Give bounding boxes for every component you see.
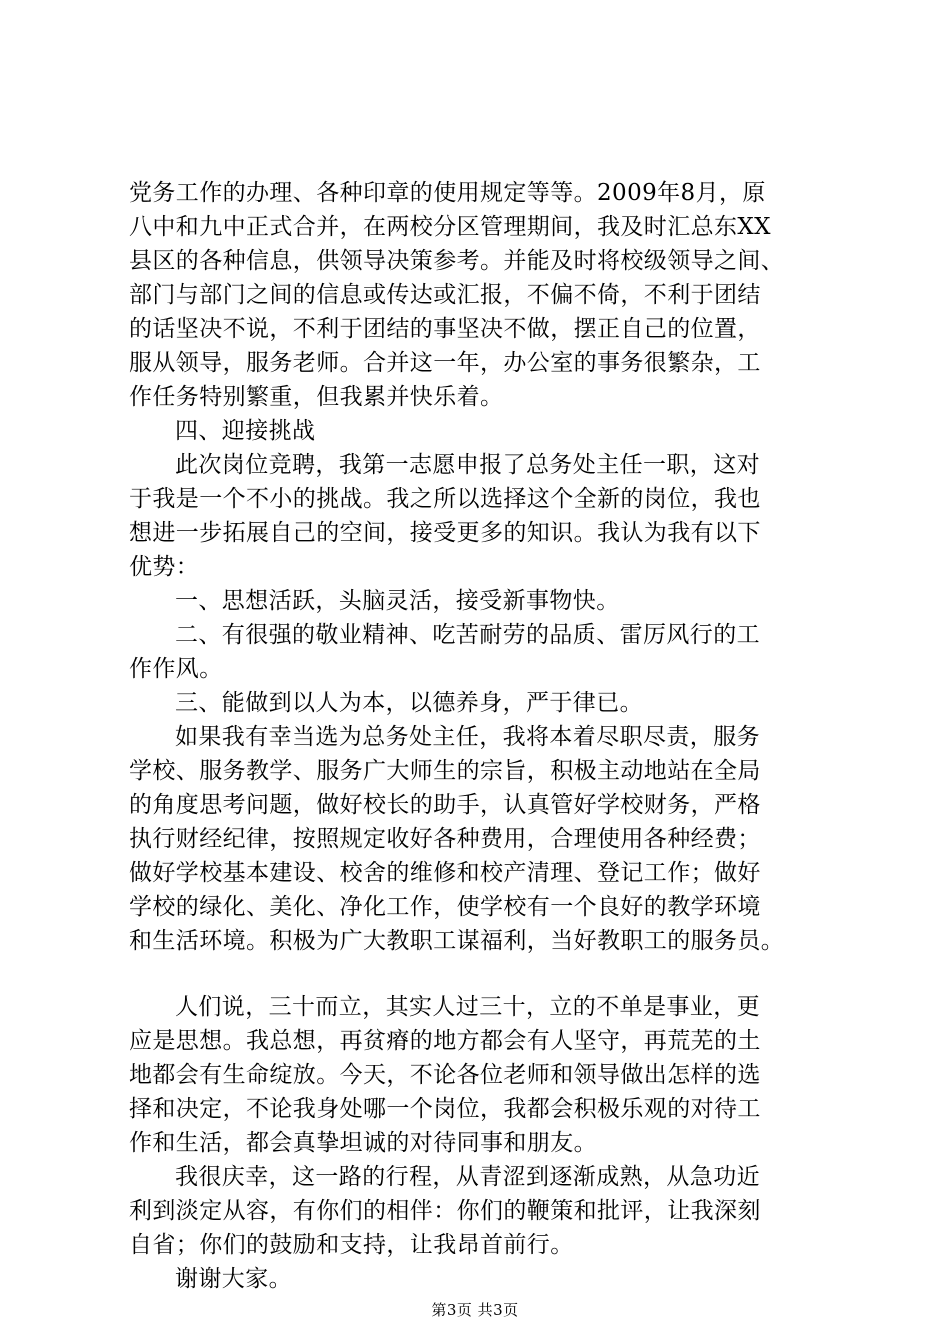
text-line: 八中和九中正式合并，在两校分区管理期间，我及时汇总东XX — [129, 214, 771, 240]
text-line: 我很庆幸，这一路的行程，从青涩到逐渐成熟，从急功近 — [175, 1164, 760, 1190]
list-item: 二、有很强的敬业精神、吃苦耐劳的品质、雷厉风行的工 — [175, 622, 760, 648]
text-line: 人们说，三十而立，其实人过三十，立的不单是事业，更 — [175, 994, 760, 1020]
text-line: 部门与部门之间的信息或传达或汇报，不偏不倚，不利于团结 — [129, 282, 761, 308]
body-text — [129, 176, 841, 1296]
closing-line: 谢谢大家。 — [175, 1266, 292, 1292]
page-footer — [0, 1300, 950, 1320]
text-line: 做好学校基本建设、校舍的维修和校产清理、登记工作；做好 — [129, 860, 761, 886]
text-line: 作任务特别繁重，但我累并快乐着。 — [129, 384, 504, 410]
text-line: 此次岗位竞聘，我第一志愿申报了总务处主任一职，这对 — [175, 452, 760, 478]
list-item: 三、能做到以人为本，以德养身，严于律已。 — [175, 690, 643, 716]
list-item: 一、思想活跃，头脑灵活，接受新事物快。 — [175, 588, 620, 614]
page-number-label: 第3页 共3页 — [431, 1301, 519, 1319]
text-line: 的角度思考问题，做好校长的助手，认真管好学校财务，严格 — [129, 792, 761, 818]
text-line: 于我是一个不小的挑战。我之所以选择这个全新的岗位，我也 — [129, 486, 761, 512]
text-line: 作和生活，都会真挚坦诚的对待同事和朋友。 — [129, 1130, 597, 1156]
text-line: 学校、服务教学、服务广大师生的宗旨，积极主动地站在全局 — [129, 758, 761, 784]
text-line: 的话坚决不说，不利于团结的事坚决不做，摆正自己的位置， — [129, 316, 761, 342]
text-line: 学校的绿化、美化、净化工作，使学校有一个良好的教学环境 — [129, 894, 761, 920]
text-line: 如果我有幸当选为总务处主任，我将本着尽职尽责，服务 — [175, 724, 760, 750]
text-line: 执行财经纪律，按照规定收好各种费用，合理使用各种经费； — [129, 826, 761, 852]
text-line: 想进一步拓展自己的空间，接受更多的知识。我认为我有以下 — [129, 520, 761, 546]
text-line: 择和决定，不论我身处哪一个岗位，我都会积极乐观的对待工 — [129, 1096, 761, 1122]
paragraph-gap — [129, 958, 841, 990]
text-line: 服从领导，服务老师。合并这一年，办公室的事务很繁杂，工 — [129, 350, 761, 376]
text-line: 地都会有生命绽放。今天，不论各位老师和领导做出怎样的选 — [129, 1062, 761, 1088]
text-line: 优势： — [129, 554, 200, 580]
text-line: 作作风。 — [129, 656, 223, 682]
text-line: 自省；你们的鼓励和支持，让我昂首前行。 — [129, 1232, 574, 1258]
text-line: 应是思想。我总想，再贫瘠的地方都会有人坚守，再荒芜的土 — [129, 1028, 761, 1054]
section-heading: 四、迎接挑战 — [175, 418, 316, 444]
text-line: 县区的各种信息，供领导决策参考。并能及时将校级领导之间、 — [129, 248, 785, 274]
text-line: 利到淡定从容，有你们的相伴：你们的鞭策和批评，让我深刻 — [129, 1198, 761, 1224]
text-line: 和生活环境。积极为广大教职工谋福利，当好教职工的服务员。 — [129, 928, 785, 954]
text-line: 党务工作的办理、各种印章的使用规定等等。2009年8月，原 — [129, 180, 766, 206]
